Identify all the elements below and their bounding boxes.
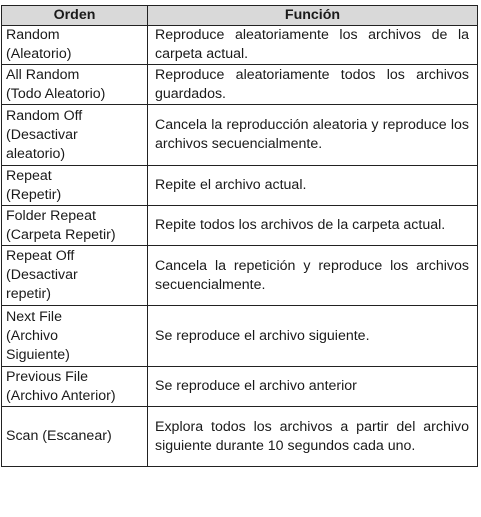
table-body — [2, 26, 478, 467]
cell-funcion: Cancela la repetición y reproduce los archivos secuencialmente. — [148, 246, 478, 306]
cell-orden — [2, 65, 148, 105]
orden-line: (Todo Aleatorio) — [6, 85, 106, 102]
cell-funcion: Repite el archivo actual. — [148, 166, 478, 206]
orden-line: All Random — [6, 66, 80, 83]
orden-line: aleatorio) — [6, 145, 66, 162]
orden-line: Random — [6, 27, 60, 43]
header-funcion: Función — [148, 6, 478, 26]
orden-line: Scan (Escanear) — [6, 428, 112, 444]
table-row — [2, 65, 478, 105]
orden-line: (Desactivar — [6, 126, 78, 143]
orden-line: Random Off — [6, 107, 83, 124]
cell-orden — [2, 206, 148, 246]
table-row — [2, 206, 478, 246]
commands-table — [1, 5, 478, 467]
orden-line: (Carpeta Repetir) — [6, 226, 116, 243]
table-row — [2, 306, 478, 367]
cell-funcion: Explora todos los archivos a partir del archivo siguiente durante 10 segundos cada uno. — [148, 407, 478, 467]
orden-line: Repeat Off — [6, 248, 75, 264]
table-row — [2, 246, 478, 306]
table-row — [2, 407, 478, 467]
orden-line: (Archivo Anterior) — [6, 387, 116, 404]
cell-orden — [2, 26, 148, 65]
orden-line: (Aleatorio) — [6, 46, 72, 62]
orden-line: Next File — [6, 308, 62, 325]
orden-line: Siguiente) — [6, 346, 70, 363]
table-row — [2, 26, 478, 65]
orden-line: Previous File — [6, 368, 89, 385]
cell-funcion: Se reproduce el archivo siguiente. — [148, 306, 478, 367]
orden-line: (Desactivar — [6, 267, 78, 283]
cell-orden — [2, 306, 148, 367]
orden-line: (Repetir) — [6, 186, 62, 203]
table-row — [2, 367, 478, 407]
cell-funcion: Repite todos los archivos de la carpeta actual. — [148, 206, 478, 246]
orden-line: repetir) — [6, 286, 51, 302]
cell-orden — [2, 367, 148, 407]
orden-line: Folder Repeat — [6, 207, 96, 224]
cell-funcion: Reproduce aleatoriamente todos los archivos guardados. — [148, 65, 478, 105]
cell-funcion: Cancela la reproducción aleatoria y reproduce los archivos secuencialmente. — [148, 105, 478, 166]
table-header-row — [2, 6, 478, 26]
cell-funcion: Se reproduce el archivo anterior — [148, 367, 478, 407]
orden-line: (Archivo — [6, 327, 59, 344]
cell-orden — [2, 407, 148, 467]
cell-orden — [2, 105, 148, 166]
cell-orden — [2, 166, 148, 206]
table-row — [2, 166, 478, 206]
header-orden: Orden — [2, 6, 148, 26]
cell-orden — [2, 246, 148, 306]
orden-line: Repeat — [6, 167, 52, 184]
table-row — [2, 105, 478, 166]
cell-funcion: Reproduce aleatoriamente los archivos de la carpeta actual. — [148, 26, 478, 65]
